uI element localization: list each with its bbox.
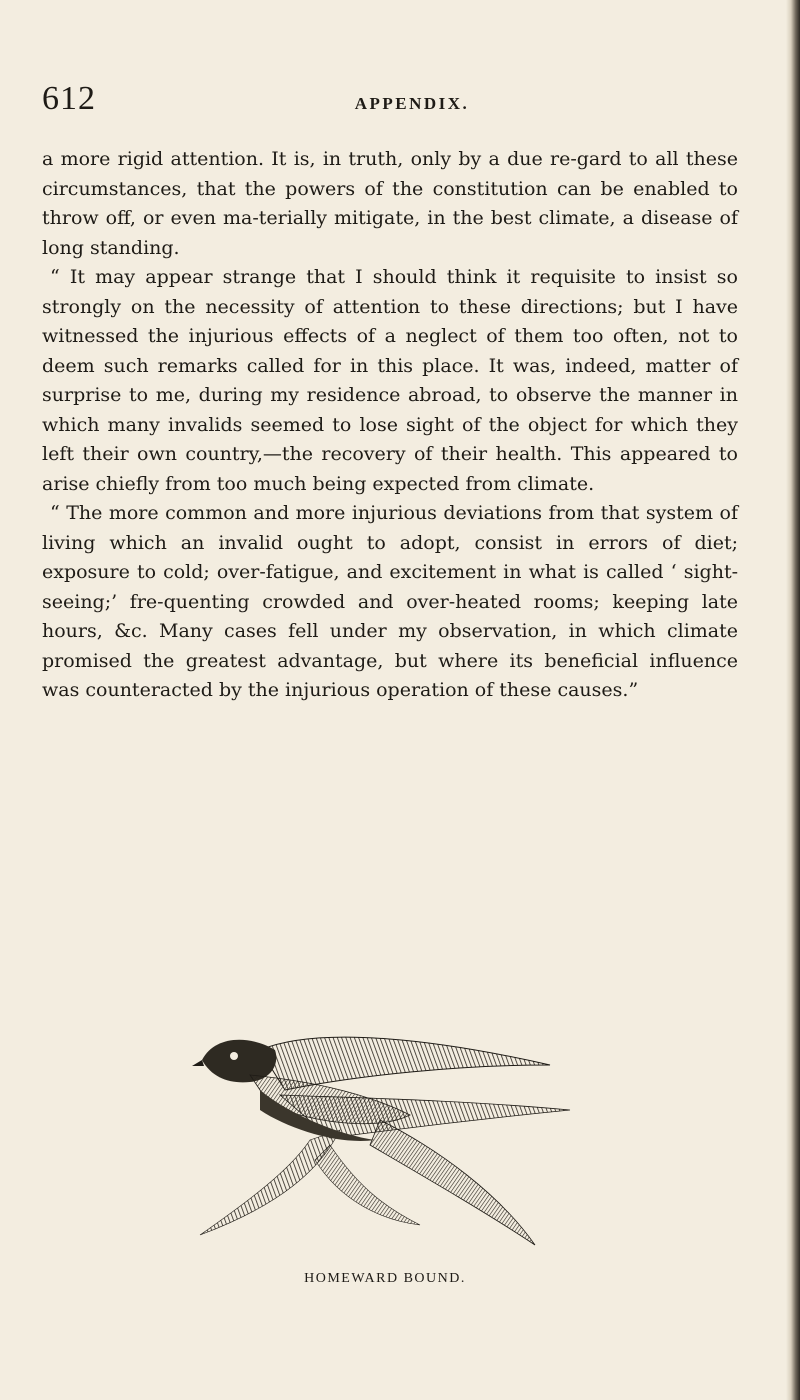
page-number: 612 — [42, 80, 96, 117]
body-text — [42, 145, 738, 706]
figure-swallow — [190, 1020, 590, 1250]
paragraph-quote-2: “ The more common and more injurious deviations from that system of living which an invalid ought to adopt, consist in errors of diet; exposure to cold; over-fatigue, and excitement in what is called ‘ sight-seeing;’ fre-quenting crowded and over-heated rooms; keeping late hours, &c. Many cases fell under my observation, in which climate promised the greatest advantage, but where its beneficial influence was counteracted by the injurious operation of these causes.” — [42, 502, 738, 701]
page-header — [42, 80, 742, 128]
figure-caption: HOMEWARD BOUND. — [304, 1271, 466, 1286]
paragraph-quote-1: “ It may appear strange that I should think it requisite to insist so strongly on the necessity of attention to these directions; but I have witnessed the injurious effects of a neglect of them too often, not to deem such remarks called for in this place. It was, indeed, matter of surprise to me, during my residence abroad, to observe the manner in which many invalids seemed to lose sight of the object for which they left their own country,—the recovery of their health. This appeared to arise chiefly from too much being expected from climate. — [42, 266, 738, 495]
swallow-engraving-icon — [190, 1020, 590, 1250]
running-head: APPENDIX. — [354, 94, 470, 113]
paragraph-continued: a more rigid attention. It is, in truth, only by a due re-gard to all these circumstances, that the powers of the constitution can be enabled to throw off, or even ma-terially mitigate, in the best climate, a disease of long standing. — [42, 148, 738, 259]
page-edge — [786, 0, 800, 1400]
